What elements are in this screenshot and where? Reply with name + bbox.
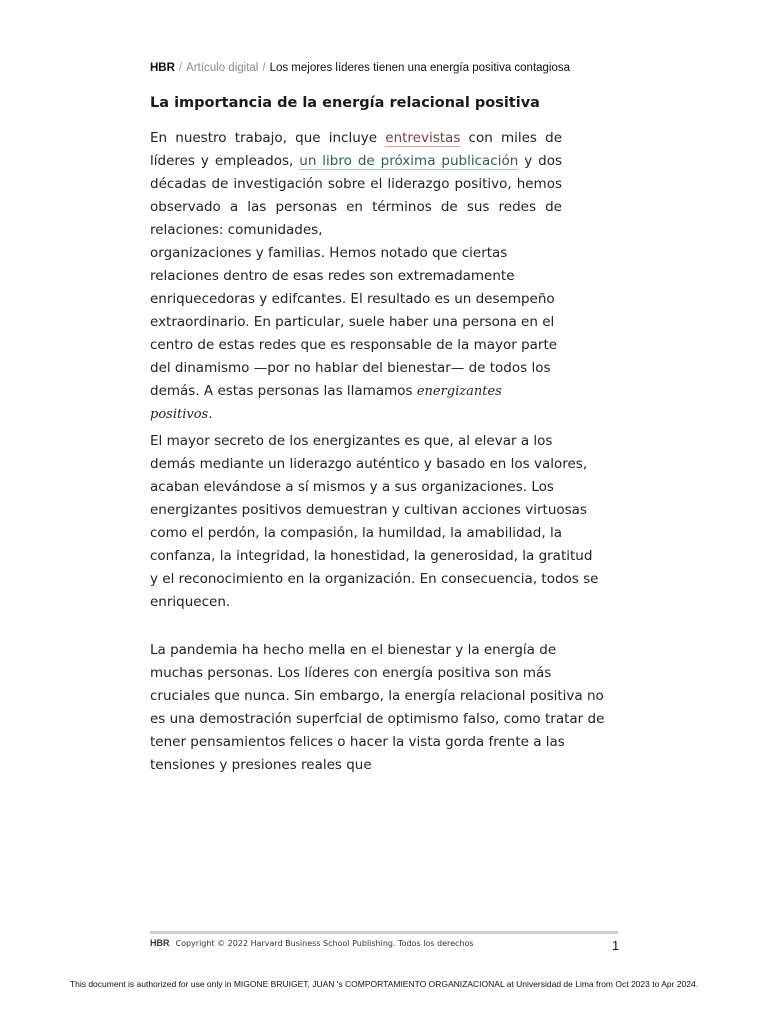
breadcrumb-separator: / <box>262 62 266 74</box>
authorization-notice: This document is authorized for use only in MIGONE BRUIGET, JUAN 's COMPORTAMIENTO ORGANIZACIONAL at Universidad de Lima from Oct 2023 to Apr 2024. <box>69 979 699 989</box>
paragraph-text: La pandemia ha hecho mella en el bienestar y la energía de muchas personas. Los líderes con energía positiva son más cruciales que nunca. Sin embargo, la energía relacional positiva no es una demostración superfcial de optimismo falso, como tratar de tener pensamientos felices o hacer la vista gorda frente a las tensiones y presiones reales que <box>150 642 605 773</box>
text-run: organizaciones y familias. Hemos notado que ciertas relaciones dentro de esas redes son extremadamente enriquecedoras y edifcantes. El resultado es un desempeño extraordinario. En particular, suele haber una persona en el centro de estas redes que es responsable de la mayor parte del dinamismo —por no hablar del bienestar— de todos los demás. A estas personas las llamamos <box>150 245 558 399</box>
paragraph-3 <box>150 639 610 777</box>
section-heading: La importancia de la energía relacional positiva <box>150 95 540 111</box>
paragraph-continuation <box>150 242 562 426</box>
text-run: . <box>208 406 213 422</box>
paragraph-text: El mayor secreto de los energizantes es que, al elevar a los demás mediante un liderazgo auténtico y basado en los valores, acaban elevándose a sí mismos y a sus organizaciones. Los energizantes positivos demuestran y cultivan acciones virtuosas como el perdón, la compasión, la humildad, la amabilidad, la confanza, la integridad, la honestidad, la generosidad, la gratitud y el reconocimiento en la organización. En consecuencia, todos se enriquecen. <box>150 433 599 610</box>
paragraph-line: décadas de investigación sobre el liderazgo positivo, hemos <box>150 176 562 192</box>
emphasized-term: energizantes positivos <box>150 384 502 422</box>
breadcrumb-brand[interactable]: HBR <box>150 62 175 74</box>
paragraph-line <box>150 150 562 173</box>
footer-divider <box>150 931 618 934</box>
book-link[interactable]: un libro de próxima publicación <box>299 153 519 169</box>
text-run: En nuestro trabajo, que incluye <box>150 130 386 146</box>
copyright-text: Copyright © 2022 Harvard Business School Publishing. Todos los derechos <box>175 939 474 948</box>
page-number: 1 <box>612 938 620 953</box>
interviews-link[interactable]: entrevistas <box>385 130 461 146</box>
breadcrumb-separator: / <box>178 62 183 74</box>
text-run: y dos <box>518 153 562 169</box>
paragraph-2 <box>150 430 600 614</box>
paragraph-line: observado a las personas en términos de sus redes de <box>150 199 562 215</box>
text-run: con miles de <box>460 130 562 146</box>
hbr-logo: HBR <box>150 938 170 948</box>
text-run: líderes y empleados, <box>150 153 300 169</box>
breadcrumb-current: Los mejores líderes tienen una energía positiva contagiosa <box>269 62 571 74</box>
paragraph-line <box>150 127 562 150</box>
footer-copyright <box>150 938 474 948</box>
breadcrumb-section[interactable]: Artículo digital <box>186 62 259 74</box>
breadcrumb <box>150 62 630 74</box>
paragraph-1 <box>150 127 562 426</box>
paragraph-line: relaciones: comunidades, <box>150 222 323 238</box>
